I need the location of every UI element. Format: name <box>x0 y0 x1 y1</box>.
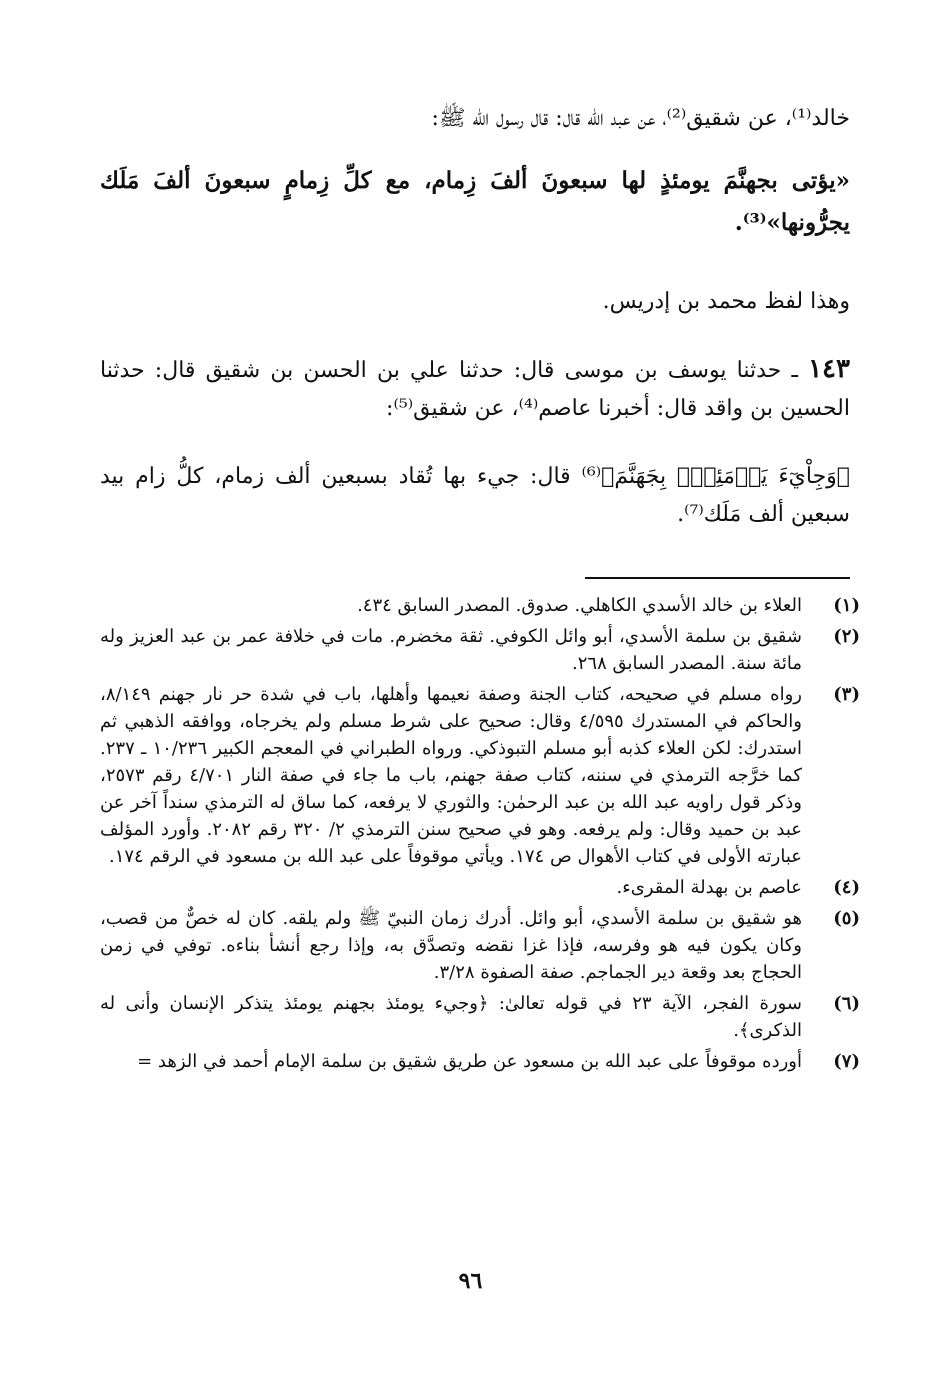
hadith-quote: «يؤتى بجهنَّمَ يومئذٍ لها سبعونَ ألفَ زِمام، مع كلِّ زِمامٍ سبعونَ ألفَ مَلَك يجرُّونها»⁽³⁾. <box>100 167 850 236</box>
footnote <box>100 1048 860 1075</box>
footnote-number: (٤) <box>833 877 860 898</box>
footnote-text: رواه مسلم في صحيحه، كتاب الجنة وصفة نعيمها وأهلها، باب في شدة حر نار جهنم ٨/١٤٩، والحاكم في المستدرك ٤/٥٩٥ وقال: صحيح على شرط مسلم ولم يخرجاه، ووافقه الذهبي ثم استدرك: لكن العلاء كذبه أبو مسلم التبوذكي. ورواه الطبراني في المعجم الكبير ١٠/٢٣٦ ـ ٢٣٧. كما خرَّجه الترمذي في سننه، كتاب صفة جهنم، باب ما جاء في صفة النار ٤/٧٠١ رقم ٢٥٧٣، وذكر قول راويه عبد الله بن عبد الرحمٰن: والثوري لا يرفعه، كما ساق له الترمذي سنداً آخر عن عبد بن حميد وقال: ولم يرفعه. وهو في صحيح سنن الترمذي ٢/ ٣٢٠ رقم ٢٠٨٢. وأورد المؤلف عبارته الأولى في كتاب الأهوال ص ١٧٤. ويأتي موقوفاً على عبد الله بن مسعود في الرقم ١٧٤. <box>100 684 803 867</box>
footnote-number: (٣) <box>833 684 860 705</box>
footnote-number: (٢) <box>833 626 860 647</box>
page-number: ٩٦ <box>458 1268 483 1294</box>
footnote-number: (١) <box>833 595 860 616</box>
hadith-number: ١٤٣ <box>808 354 850 384</box>
footnote-text: سورة الفجر، الآية ٢٣ في قوله تعالىٰ: ﴿وجيء يومئذ بجهنم يومئذ يتذكر الإنسان وأنى له الذكرى﴾. <box>100 993 803 1041</box>
paragraph-note: وهذا لفظ محمد بن إدريس. <box>602 289 850 314</box>
footnote <box>100 990 860 1044</box>
footnote-text: العلاء بن خالد الأسدي الكاهلي. صدوق. المصدر السابق ٤٣٤. <box>357 595 802 616</box>
footnote <box>100 681 860 870</box>
footnote-text: هو شقيق بن سلمة الأسدي، أبو وائل. أدرك زمان النبيّ ﷺ ولم يلقه. كان له خصٌّ من قصب، وكان يكون فيه هو وفرسه، فإذا غزا نقضه وتصدَّق به، وإذا رجع أنشأ بناءه. توفي في زمن الحجاج بعد وقعة دير الجماجم. صفة الصفوة ٣/٢٨. <box>100 908 802 983</box>
footnote-number: (٧) <box>833 1051 860 1072</box>
footnote-number: (٦) <box>833 993 860 1014</box>
footnote <box>100 874 860 901</box>
footnote-divider <box>585 577 850 579</box>
footnote-text: عاصم بن بهدلة المقرىء. <box>616 877 802 898</box>
footnote <box>100 623 860 677</box>
footnote-number: (٥) <box>833 908 860 929</box>
footnote <box>100 905 860 986</box>
footnote-text: شقيق بن سلمة الأسدي، أبو وائل الكوفي. ثقة مخضرم. مات في خلافة عمر بن عبد العزيز وله مائة سنة. المصدر السابق ٢٦٨. <box>100 626 802 674</box>
footnote-text: أورده موقوفاً على عبد الله بن مسعود عن طريق شقيق بن سلمة الإمام أحمد في الزهد = <box>137 1051 802 1072</box>
footnotes <box>100 592 860 1079</box>
paragraph-intro: خالد⁽¹⁾، عن شقيق⁽²⁾، عن عبد الله قال: قال رسول الله ﷺ: <box>431 106 850 131</box>
hadith-143 <box>100 350 850 428</box>
hadith-chain: ـ حدثنا يوسف بن موسى قال: حدثنا علي بن الحسن بن شقيق قال: حدثنا الحسين بن واقد قال: أخبرنا عاصم⁽⁴⁾، عن شقيق⁽⁵⁾: <box>100 358 850 421</box>
paragraph-verse: ﴿وَجِاْيٓءَ يَوۡمَئِذِۭ بِجَهَنَّمَ﴾⁽⁶⁾ قال: جيء بها تُقاد بسبعين ألف زمام، كلُّ زام بيد سبعين ألف مَلَك⁽⁷⁾. <box>100 464 851 527</box>
footnote <box>100 592 860 619</box>
